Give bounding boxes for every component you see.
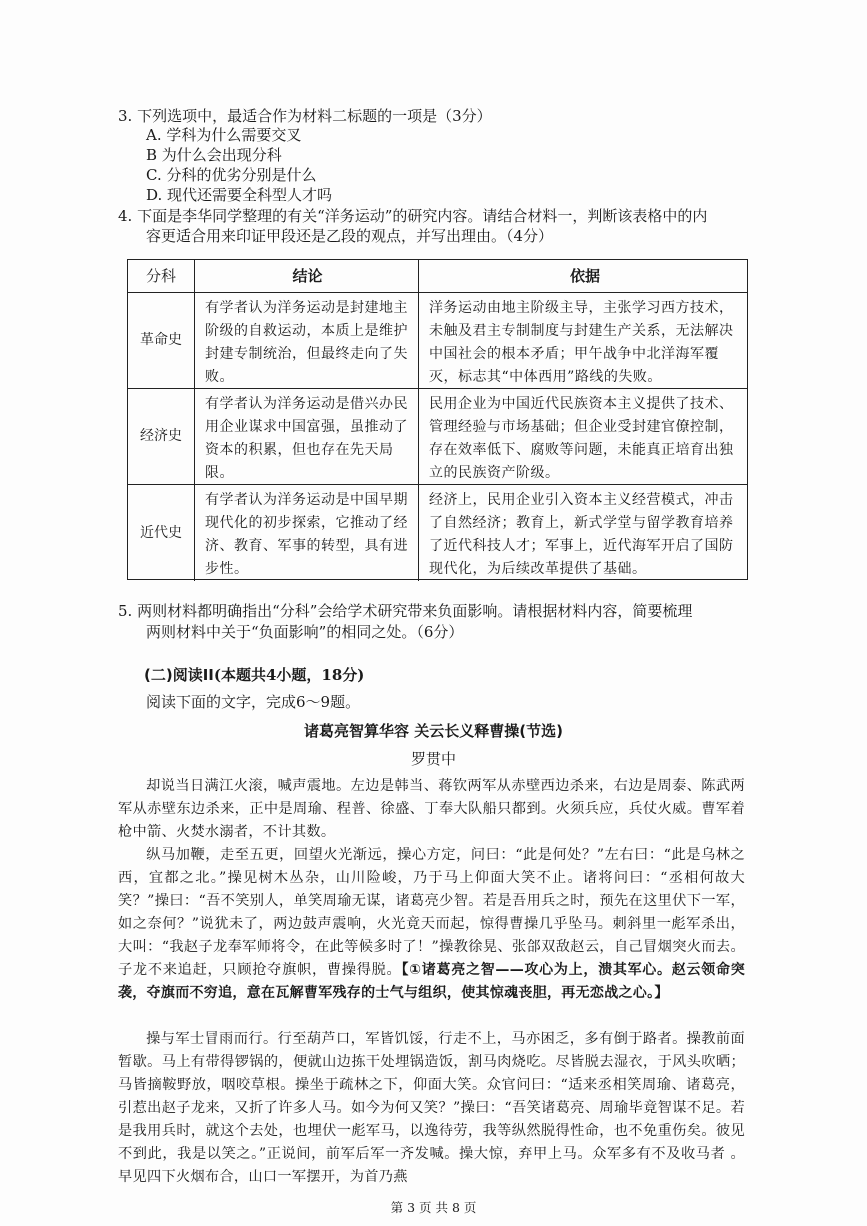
table-cell-subject: 经济史 [128, 389, 195, 484]
question-3-stem: 3. 下列选项中，最适合作为材料二标题的一项是（3分） [118, 107, 492, 125]
paragraph-text: 操与军士冒雨而行。行至葫芦口，军皆饥馁，行走不上，马亦困乏，多有倒于路者。操教前面暂歇。马上有带得锣锅的，便就山边拣干处埋锅造饭，割马肉烧吃。尽皆脱去湿衣，于风头吹晒；马皆摘鞍野放，咽咬草根。操坐于疏林之下，仰面大笑。众官问曰：“适来丞相笑周瑜、诸葛亮，引惹出赵子龙来，又折了许多人马。如今为何又笑？”操曰：“吾笑诸葛亮、周瑜毕竟智谋不足。若是我用兵时，就这个去处，也埋伏一彪军马，以逸待劳，我等纵然脱得性命，也不免重伤矣。彼见不到此，我是以笑之。”正说间，前军后军一齐发喊。操大惊，弃甲上马。众军多有不及收马者 。早见四下火烟布合，山口一军摆开，为首乃燕 [118, 1031, 745, 1185]
research-table [127, 259, 748, 580]
basis-text: 经济上，民用企业引入资本主义经营模式，冲击了自然经济；教育上，新式学堂与留学教育培养了近代科技人才；军事上，近代海军开启了国防现代化，为后续改革提供了基础。 [429, 492, 734, 577]
table-cell-subject: 近代史 [128, 485, 195, 581]
paragraph-text: 纵马加鞭，走至五更，回望火光渐远，操心方定，问曰：“此是何处？”左右曰：“此是乌林之西，宜都之北。”操见树木丛杂，山川险峻，乃于马上仰面大笑不止。诸将问曰：“丞相何故大笑？”操曰：“吾不笑别人，单笑周瑜无谋，诸葛亮少智。若是吾用兵之时，预先在这里伏下一军，如之奈何？”说犹未了，两边鼓声震响，火光竟天而起，惊得曹操几乎坠马。刺斜里一彪军杀出，大叫：“我赵子龙奉军师将令，在此等候多时了！”操教徐晃、张郃双敌赵云，自己冒烟突火而去。子龙不来追赶，只顾抢夺旗帜，曹操得脱。 [118, 847, 745, 978]
story-title: 诸葛亮智算华容 关云长义释曹操(节选) [304, 722, 563, 740]
table-cell-conclusion [195, 293, 419, 388]
table-header-basis: 依据 [569, 266, 600, 285]
table-row [128, 293, 747, 389]
table-header-conclusion: 结论 [195, 260, 419, 292]
question-3-option-a: A. 学科为什么需要交叉 [146, 126, 302, 144]
basis-text: 洋务运动由地主阶级主导，主张学习西方技术，未触及君主专制制度与封建生产关系，无法解决中国社会的根本矛盾；甲午战争中北洋海军覆灭，标志其“中体西用”路线的失败。 [429, 300, 734, 385]
section-title-detail: (本题共4小题，18分) [213, 666, 365, 684]
table-cell-subject: 革命史 [128, 293, 195, 388]
story-author: 罗贯中 [410, 750, 456, 768]
annotation-text: 【①诸葛亮之智——攻心为上，溃其军心。赵云领命突袭，夺旗而不穷追，意在瓦解曹军残存的士气与组织，使其惊魂丧胆，再无恋战之心。】 [118, 962, 745, 1001]
conclusion-text: 有学者认为洋务运动是借兴办民用企业谋求中国富强，虽推动了资本的积累，但也存在先天局限。 [205, 396, 408, 481]
question-4-line-1: 4. 下面是李华同学整理的有关“洋务运动”的研究内容。请结合材料一，判断该表格中的内 [118, 207, 708, 225]
section-title-label: (二)阅读II [144, 666, 214, 684]
question-3-option-b: B 为什么会出现分科 [146, 146, 282, 164]
question-3-option-c: C. 分科的优劣分别是什么 [146, 166, 317, 184]
table-row [128, 485, 747, 581]
table-cell-basis [419, 293, 749, 388]
section-title [144, 665, 364, 686]
page-footer: 第 3 页 共 8 页 [390, 1200, 477, 1215]
story-paragraph-1 [118, 775, 745, 844]
conclusion-text: 有学者认为洋务运动是中国早期现代化的初步探索，它推动了经济、教育、军事的转型，具有进步性。 [205, 492, 408, 577]
question-3-option-d: D. 现代还需要全科型人才吗 [146, 186, 333, 204]
table-header-subject: 分科 [128, 260, 195, 292]
section-instruction: 阅读下面的文字，完成6～9题。 [146, 693, 361, 711]
story-paragraph-3 [118, 1028, 745, 1189]
table-cell-conclusion [195, 485, 419, 581]
paragraph-text: 却说当日满江火滚，喊声震地。左边是韩当、蒋钦两军从赤壁西边杀来，右边是周泰、陈武两军从赤壁东边杀来，正中是周瑜、程普、徐盛、丁奉大队船只都到。火须兵应，兵仗火威。曹军着枪中箭、火焚水溺者，不计其数。 [118, 778, 745, 840]
question-5-line-2: 两则材料中关于“负面影响”的相同之处。（6分） [146, 623, 464, 641]
table-cell-basis [419, 389, 749, 484]
table-cell-conclusion [195, 389, 419, 484]
table-header-row [128, 260, 747, 293]
question-5-line-1: 5. 两则材料都明确指出“分科”会给学术研究带来负面影响。请根据材料内容，简要梳理 [118, 602, 693, 620]
table-cell-basis [419, 485, 749, 581]
question-4-line-2: 容更适合用来印证甲段还是乙段的观点，并写出理由。（4分） [146, 227, 554, 245]
basis-text: 民用企业为中国近代民族资本主义提供了技术、管理经验与市场基础；但企业受封建官僚控制，存在效率低下、腐败等问题，未能真正培育出独立的民族资产阶级。 [429, 396, 734, 481]
table-row [128, 389, 747, 485]
conclusion-text: 有学者认为洋务运动是封建地主阶级的自救运动，本质上是维护封建专制统治，但最终走向了失败。 [205, 300, 408, 385]
story-paragraph-2 [118, 844, 745, 1005]
